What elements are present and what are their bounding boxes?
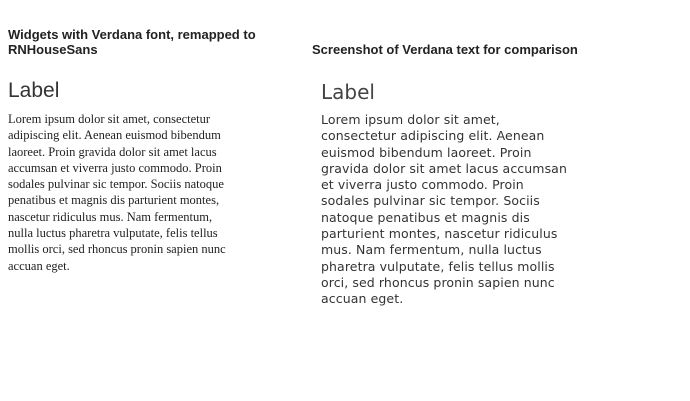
screenshot-body-text: Lorem ipsum dolor sit amet, consectetur adipiscing elit. Aenean euismod bibendum laoreet. Proin gravida dolor sit amet lacus accumsan et viverra justo commodo. Proin sodales pulvinar sic tempor. Sociis natoque penatibus et magnis dis parturient montes, nascetur ridiculus mus. Nam fermentum, nulla luctus pharetra vulputate, felis tellus mollis orci, sed rhoncus pronin sapien nunc accuan eget. — [321, 112, 567, 307]
screenshot-panel-heading: Screenshot of Verdana text for comparison — [312, 42, 578, 57]
widget-label: Label — [8, 79, 60, 102]
widgets-panel-heading: Widgets with Verdana font, remapped to RNHouseSans — [8, 27, 256, 57]
widget-body-text: Lorem ipsum dolor sit amet, consectetur adipiscing elit. Aenean euismod bibendum laoreet. Proin gravida dolor sit amet lacus accumsan et viverra justo commodo. Proin sodales pulvinar sic tempor. Sociis natoque penatibus et magnis dis parturient montes, nascetur ridiculus mus. Nam fermentum, nulla luctus pharetra vulputate, felis tellus mollis orci, sed rhoncus pronin sapien nunc accuan eget. — [8, 112, 226, 273]
screenshot-label: Label — [321, 80, 375, 104]
